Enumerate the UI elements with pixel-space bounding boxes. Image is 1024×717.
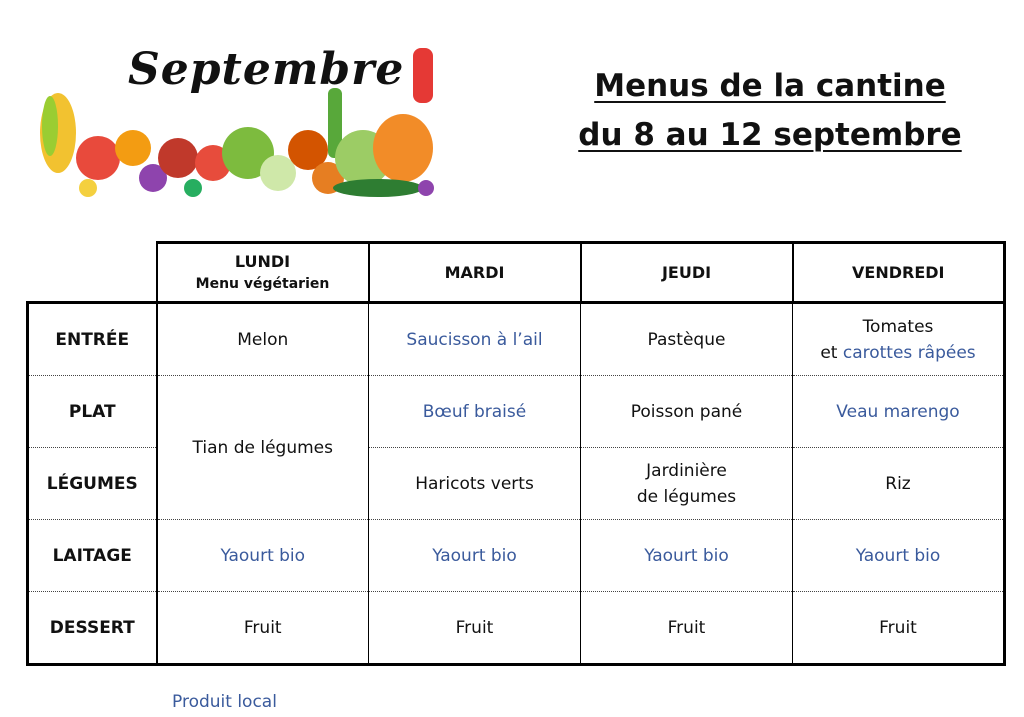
title-line-1: Menus de la cantine [594,68,946,104]
page-title [560,62,980,160]
table-header-row [28,243,1005,303]
cell-vendredi-entree [793,303,1005,376]
day-header-jeudi: JEUDI [581,243,793,303]
local-product-legend: Produit local [172,692,277,712]
corner-cell [28,243,157,303]
title-line-2: du 8 au 12 septembre [578,117,962,153]
table-row-dessert [28,592,1005,665]
cell-vendredi-plat: Veau marengo [793,376,1005,448]
day-header-mardi: MARDI [369,243,581,303]
cell-jeudi-laitage: Yaourt bio [581,520,793,592]
cell-vendredi-laitage: Yaourt bio [793,520,1005,592]
cell-text: Tomates [862,316,934,337]
september-banner [28,38,442,198]
banner-month-word: Septembre [128,44,405,95]
table-row-laitage [28,520,1005,592]
day-note: Menu végétarien [195,275,330,292]
cell-lundi-dessert: Fruit [157,592,369,665]
cell-mardi-plat: Bœuf braisé [369,376,581,448]
cell-jeudi-plat: Poisson pané [581,376,793,448]
cell-mardi-dessert: Fruit [369,592,581,665]
row-label: LÉGUMES [28,448,157,520]
row-label: ENTRÉE [28,303,157,376]
cell-lundi-plat-legumes: Tian de légumes [157,376,369,520]
cell-text: Jardinière [646,460,727,481]
cell-jeudi-legumes [581,448,793,520]
cell-text: et [820,342,838,363]
day-header-lundi [157,243,369,303]
table-row-plat [28,376,1005,448]
cell-jeudi-dessert: Fruit [581,592,793,665]
cell-lundi-laitage: Yaourt bio [157,520,369,592]
cell-jeudi-entree: Pastèque [581,303,793,376]
menu-table [26,241,1006,666]
day-header-vendredi: VENDREDI [793,243,1005,303]
cell-vendredi-legumes: Riz [793,448,1005,520]
row-label: PLAT [28,376,157,448]
row-label: DESSERT [28,592,157,665]
day-name: LUNDI [234,251,291,271]
cell-vendredi-dessert: Fruit [793,592,1005,665]
cell-mardi-legumes: Haricots verts [369,448,581,520]
cell-lundi-entree: Melon [157,303,369,376]
cell-text: de légumes [636,486,737,507]
cell-mardi-entree: Saucisson à l’ail [369,303,581,376]
cell-mardi-laitage: Yaourt bio [369,520,581,592]
cell-text-local: carottes râpées [842,342,976,363]
table-row-entree [28,303,1005,376]
row-label: LAITAGE [28,520,157,592]
